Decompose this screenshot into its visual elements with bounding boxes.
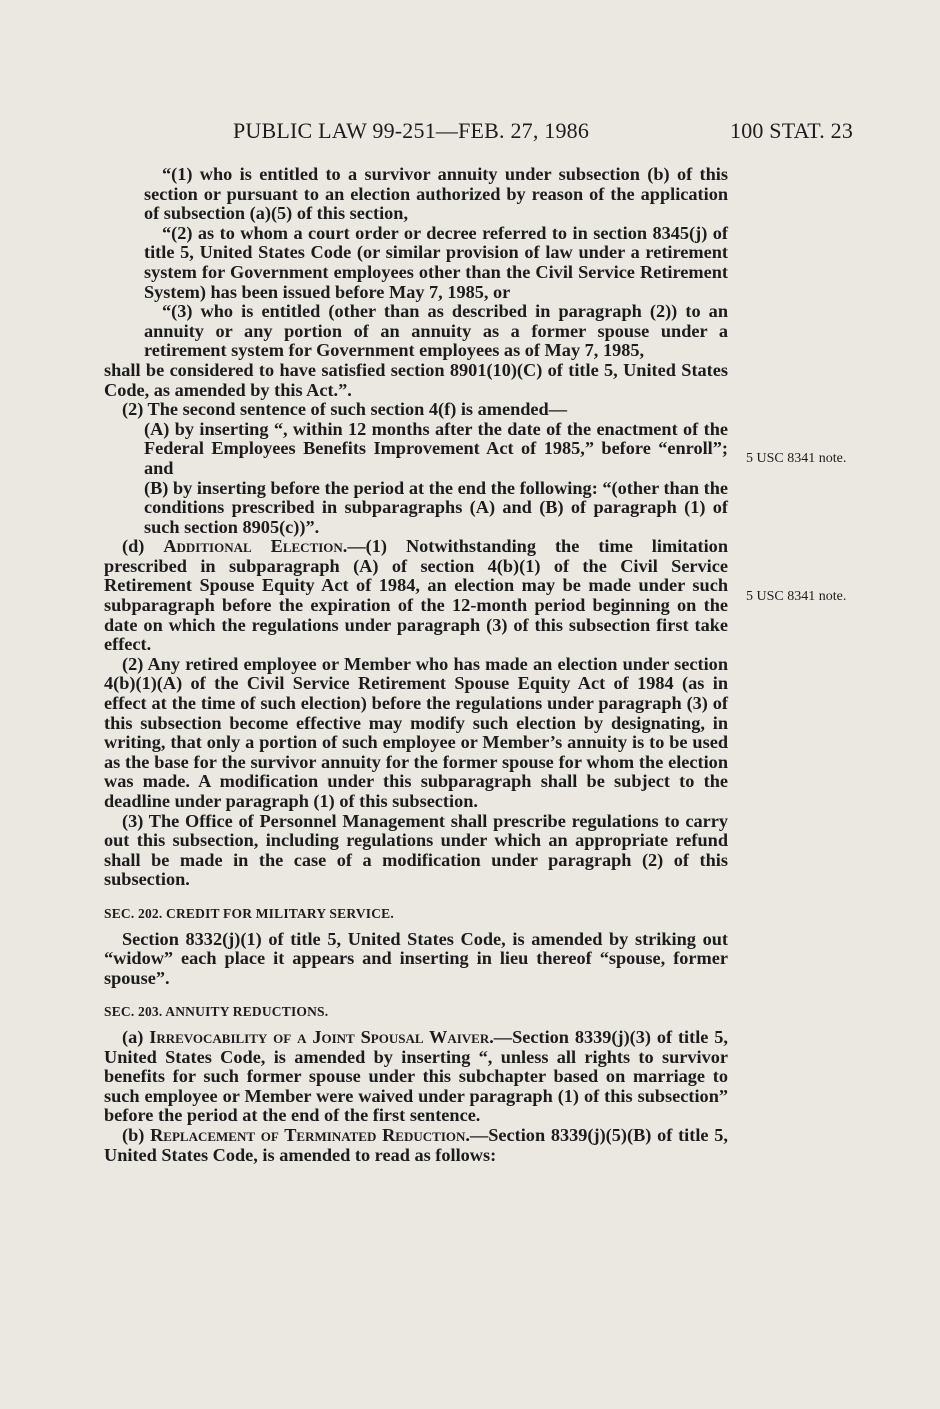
- paragraph: (A) by inserting “, within 12 months after the date of the enactment of the Federal Employees Benefits Improvement Act of 1985,” before “enroll”; and: [144, 418, 728, 478]
- paragraph: (B) by inserting before the period at the end the following: “(other than the conditions prescribed in subparagraphs (A) and (B) of paragraph (1) of such section 8905(c))”.: [144, 477, 728, 537]
- paragraph: [104, 537, 728, 655]
- paragraph-heading: Additional Election: [163, 536, 343, 557]
- margin-note: 5 USC 8341 note.: [746, 451, 847, 466]
- paragraph-prefix: (b): [122, 1124, 145, 1145]
- body-text: [104, 165, 728, 1165]
- paragraph: “(2) as to whom a court order or decree referred to in section 8345(j) of title 5, United States Code (or similar provision of law under a retirement system for Government employees other than the Civil Service Retirement System) has been issued before May 7, 1985, or: [144, 222, 728, 302]
- paragraph: shall be considered to have satisfied section 8901(10)(C) of title 5, United States Code, as amended by this Act.”.: [104, 359, 728, 400]
- paragraph: “(1) who is entitled to a survivor annuity under subsection (b) of this section or pursuant to an election authorized by reason of the application of subsection (a)(5) of this section,: [144, 164, 728, 224]
- paragraph-text: .—Section 8339(j)(3) of title 5, United States Code, is amended by inserting “, unless all rights to survivor benefits for such former spouse under this subchapter based on marriage to such employee or Member were waived under paragraph (1) of this subsection” before the period at the end of the first sentence.: [104, 1026, 728, 1126]
- page-header-stat: 100 STAT. 23: [730, 118, 854, 143]
- paragraph: [104, 1028, 728, 1126]
- paragraph: Section 8332(j)(1) of title 5, United States Code, is amended by striking out “widow” each place it appears and inserting in lieu thereof “spouse, former spouse”.: [104, 928, 728, 988]
- paragraph-heading: Replacement of Terminated Reduction: [150, 1124, 466, 1145]
- paragraph: (3) The Office of Personnel Management shall prescribe regulations to carry out this subsection, including regulations under which an appropriate refund shall be made in the case of a modification under paragraph (2) of this subsection.: [104, 810, 728, 890]
- margin-note: 5 USC 8341 note.: [746, 589, 847, 604]
- paragraph: “(3) who is entitled (other than as described in paragraph (2)) to an annuity or any portion of an annuity as a former spouse under a retirement system for Government employees as of May 7, 1985,: [144, 301, 728, 361]
- section-heading: SEC. 202. CREDIT FOR MILITARY SERVICE.: [104, 905, 394, 921]
- paragraph-heading: Irrevocability of a Joint Spousal Waiver: [149, 1026, 490, 1047]
- paragraph: [104, 1126, 728, 1165]
- paragraph-prefix: (a): [122, 1026, 144, 1047]
- paragraph-text: .—(1) Notwithstanding the time limitation prescribed in subparagraph (A) of section 4(b)(1) of the Civil Service Retirement Spouse Equity Act of 1984, an election may be made under such subparagraph before the expiration of the 12-month period beginning on the date on which the regulations under paragraph (3) of this subsection first take effect.: [104, 536, 728, 655]
- paragraph: (2) The second sentence of such section 4(f) is amended—: [122, 399, 567, 420]
- section-heading: SEC. 203. ANNUITY REDUCTIONS.: [104, 1004, 329, 1020]
- paragraph: (2) Any retired employee or Member who has made an election under section 4(b)(1)(A) of the Civil Service Retirement Spouse Equity Act of 1984 (as in effect at the time of such election) before the regulations under paragraph (3) of this subsection become effective may modify such election by designating, in writing, that only a portion of such employee or Member’s annuity is to be used as the base for the survivor annuity for the former spouse for whom the election was made. A modification under this subparagraph shall be subject to the deadline under paragraph (1) of this subsection.: [104, 653, 728, 811]
- page-header-title: PUBLIC LAW 99-251—FEB. 27, 1986: [233, 118, 590, 143]
- paragraph-prefix: (d): [122, 536, 145, 557]
- paragraph-text: .—Section 8339(j)(5)(B) of title 5, United States Code, is amended to read as follows:: [104, 1124, 728, 1165]
